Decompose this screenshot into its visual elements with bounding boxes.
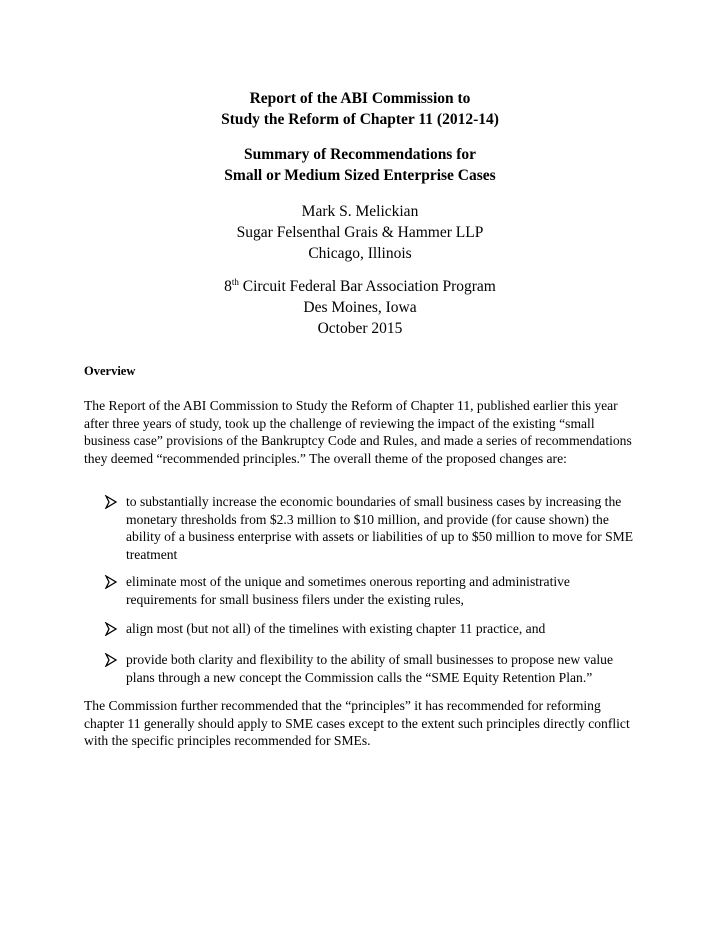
arrowhead-bullet-icon [104,622,118,636]
overview-intro-paragraph: The Report of the ABI Commission to Study the Reform of Chapter 11, published earlier this year after three years of study, took up the challenge of reviewing the impact of the existing “small business case” provisions of the Bankruptcy Code and Rules, and made a series of recommendations they deemed “recommended principles.” The overall theme of the proposed changes are: [84,398,632,466]
overview-heading: Overview [84,364,136,378]
summary-title-line-2: Small or Medium Sized Enterprise Cases [224,167,496,184]
report-title [0,88,720,130]
closing-paragraph: The Commission further recommended that the “principles” it has recommended for reforming chapter 11 generally should apply to SME cases except to the extent such principles directly conflict with the specific principles recommended for SMEs. [84,698,630,749]
recommendation-bullet-text: eliminate most of the unique and sometimes onerous reporting and administrative requirements for small business filers under the existing rules, [126,574,570,607]
event-ordinal-suffix: th [231,277,239,287]
event-block [0,276,720,339]
event-name-rest: Circuit Federal Bar Association Program [238,278,496,295]
recommendation-bullet-text: to substantially increase the economic boundaries of small business cases by increasing the monetary thresholds from $2.3 million to $10 million, and provide (for cause shown) the ability of a business enterprise with assets or liabilities of up to $50 million to move for SME treatment [126,494,634,562]
arrowhead-bullet-icon [104,575,118,589]
recommendation-bullet-text: align most (but not all) of the timelines with existing chapter 11 practice, and [126,621,546,636]
event-date: October 2015 [317,320,403,337]
author-location: Chicago, Illinois [308,245,412,262]
event-name [0,276,720,297]
summary-title [0,144,720,186]
recommendation-bullet-text: provide both clarity and flexibility to the ability of small businesses to propose new value plans through a new concept the Commission calls the “SME Equity Retention Plan.” [126,652,614,685]
report-title-line-2: Study the Reform of Chapter 11 (2012-14) [221,111,499,128]
event-location: Des Moines, Iowa [303,299,417,316]
author-name: Mark S. Melickian [301,203,419,220]
arrowhead-bullet-icon [104,495,118,509]
summary-title-line-1: Summary of Recommendations for [243,146,477,163]
report-title-line-1: Report of the ABI Commission to [249,90,471,107]
author-block [0,201,720,264]
event-ordinal-number: 8 [224,278,232,295]
author-firm: Sugar Felsenthal Grais & Hammer LLP [236,224,484,241]
arrowhead-bullet-icon [104,653,118,667]
